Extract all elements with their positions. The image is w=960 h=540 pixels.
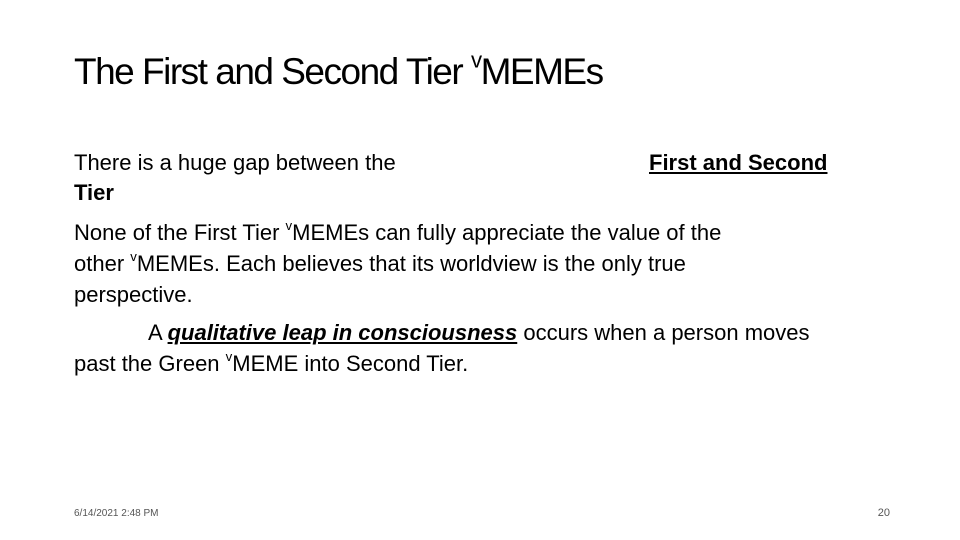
leap-text-end: occurs when a person moves — [517, 320, 810, 345]
superscript-v: v — [130, 249, 137, 265]
body-line-3 — [74, 216, 721, 250]
leap-text-start: A — [148, 320, 168, 345]
perspective-text: perspective. — [74, 282, 193, 307]
body-line-1 — [74, 146, 396, 180]
first-tier-text: None of the First Tier — [74, 220, 286, 245]
body-line-7 — [74, 347, 468, 381]
title-superscript: v — [470, 47, 481, 73]
slide-number: 20 — [877, 507, 890, 519]
superscript-v: v — [285, 218, 293, 234]
second-tier-text: MEME into Second Tier. — [232, 351, 469, 376]
title-text: The First and Second Tier — [74, 51, 471, 92]
body-line-4 — [74, 247, 686, 281]
gap-emphasis-tail: Tier — [74, 180, 114, 205]
qualitative-leap-emphasis: qualitative leap in consciousness — [167, 320, 518, 345]
gap-text: There is a huge gap between the — [74, 150, 396, 175]
superscript-v: v — [225, 349, 233, 365]
body-line-5 — [74, 278, 193, 312]
other-text: other — [74, 251, 131, 276]
footer-date: 6/14/2021 2:48 PM — [74, 508, 159, 519]
body-line-6 — [148, 316, 810, 350]
green-text: past the Green — [74, 351, 226, 376]
title-text-end: MEMEs — [480, 51, 603, 92]
gap-emphasis: First and Second — [649, 150, 828, 175]
slide-title — [74, 48, 603, 96]
first-tier-text-cont: MEMEs can fully appreciate the value of the — [292, 220, 722, 245]
worldview-text: MEMEs. Each believes that its worldview is the only true — [136, 251, 686, 276]
